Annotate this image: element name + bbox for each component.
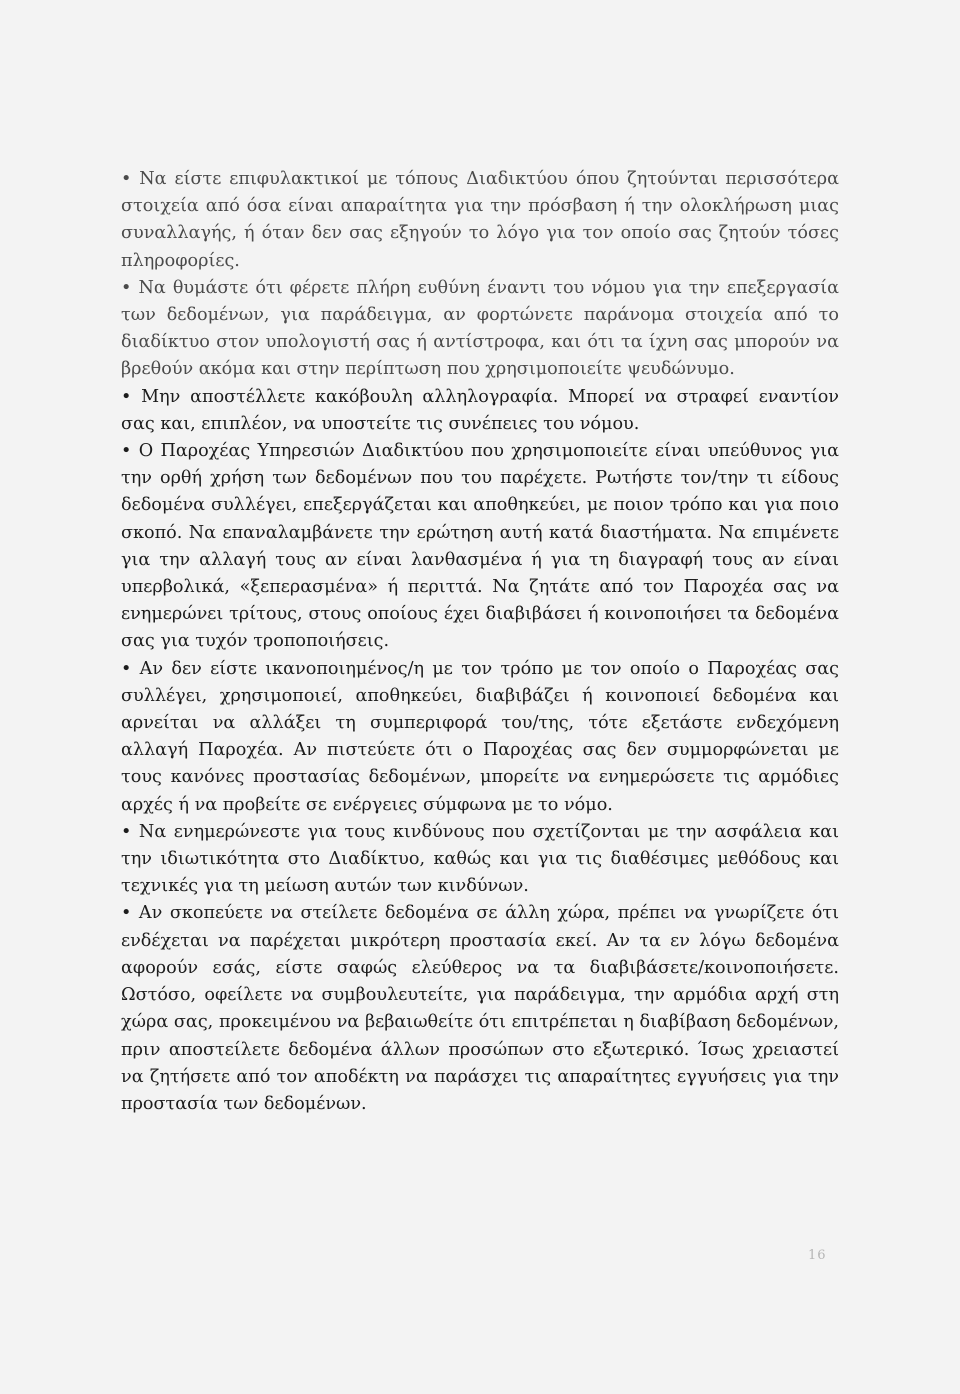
paragraph-provider-dissatisfaction: • Αν δεν είστε ικανοποιημένος/η με τον τρόπο με τον οποίο ο Παροχέας σας συλλέγει, χρησιμοποιεί, αποθηκεύει, διαβιβάζει ή κοινοποιεί δεδομένα και αρνείται να αλλάξει τη συμπεριφορά του/της, τότε εξετάστε ενδεχόμενη αλλαγή Παροχέα. Αν πιστεύετε ότι ο Παροχέας σας δεν συμμορφώνεται με τους κανόνες προστασίας δεδομένων, μπορείτε να ενημερώσετε τις αρμόδιες αρχές ή να προβείτε σε ενέργειες σύμφωνα με το νόμο. xyxy=(121,658,839,815)
paragraph-legal-responsibility: • Να θυμάστε ότι φέρετε πλήρη ευθύνη έναντι του νόμου για την επεξεργασία των δεδομένων, για παράδειγμα, αν φορτώνετε παράνομα στοιχεία από το διαδίκτυο στον υπολογιστή σας ή αντίστροφα, και ότι τα ίχνη σας μπορούν να βρεθούν ακόμα και στην περίπτωση που χρησιμοποιείτε ψευδώνυμο. xyxy=(121,277,839,380)
paragraph-websites-caution: • Να είστε επιφυλακτικοί με τόπους Διαδικτύου όπου ζητούνται περισσότερα στοιχεία από όσα είναι απαραίτητα για την πρόσβαση ή την ολοκλήρωση μιας συναλλαγής, ή όταν δεν σας εξηγούν το λόγο για τον οποίο σας ζητούν τόσες πληροφορίες. xyxy=(121,169,839,271)
paragraph-risk-awareness: • Να ενημερώνεστε για τους κινδύνους που σχετίζονται με την ασφάλεια και την ιδιωτικότητα στο Διαδίκτυο, καθώς και για τις διαθέσιμες μεθόδους και τεχνικές για τη μείωση αυτών των κινδύνων. xyxy=(121,821,839,897)
body-text xyxy=(121,166,839,1118)
paragraph-malicious-mail: • Μην αποστέλλετε κακόβουλη αλληλογραφία. Μπορεί να στραφεί εναντίον σας και, επιπλέον, να υποστείτε τις συνέπειες του νόμου. xyxy=(121,386,839,434)
paragraph-data-transfer-abroad: • Αν σκοπεύετε να στείλετε δεδομένα σε άλλη χώρα, πρέπει να γνωρίζετε ότι ενδέχεται να παρέχεται μικρότερη προστασία εκεί. Αν τα εν λόγω δεδομένα αφορούν εσάς, είστε σαφώς ελεύθερος να τα διαβιβάσετε/κοινοποιήσετε. Ωστόσο, οφείλετε να συμβουλευτείτε, για παράδειγμα, την αρμόδια αρχή στη χώρα σας, προκειμένου να βεβαιωθείτε ότι επιτρέπεται η διαβίβαση δεδομένων, πριν αποστείλετε δεδομένα άλλων προσώπων στο εξωτερικό. Ίσως χρειαστεί να ζητήσετε από τον αποδέκτη να παράσχει τις απαραίτητες εγγυήσεις για την προστασία των δεδομένων. xyxy=(121,903,839,1114)
paragraph-internet-provider: • Ο Παροχέας Υπηρεσιών Διαδικτύου που χρησιμοποιείτε είναι υπεύθυνος για την ορθή χρήση των δεδομένων που του παρέχετε. Ρωτήστε τον/την τι είδους δεδομένα συλλέγει, επεξεργάζεται και αποθηκεύει, με ποιον τρόπο και για ποιο σκοπό. Να επαναλαμβάνετε την ερώτηση αυτή κατά διαστήματα. Να επιμένετε για την αλλαγή τους αν είναι λανθασμένα ή για τη διαγραφή τους αν είναι υπερβολικά, «ξεπερασμένα» ή περιττά. Να ζητάτε από τον Παροχέα σας να ενημερώνει τρίτους, στους οποίους έχει διαβιβάσει ή κοινοποιήσει τα δεδομένα σας για τυχόν τροποποιήσεις. xyxy=(121,441,839,652)
page-number: 16 xyxy=(808,1248,827,1263)
